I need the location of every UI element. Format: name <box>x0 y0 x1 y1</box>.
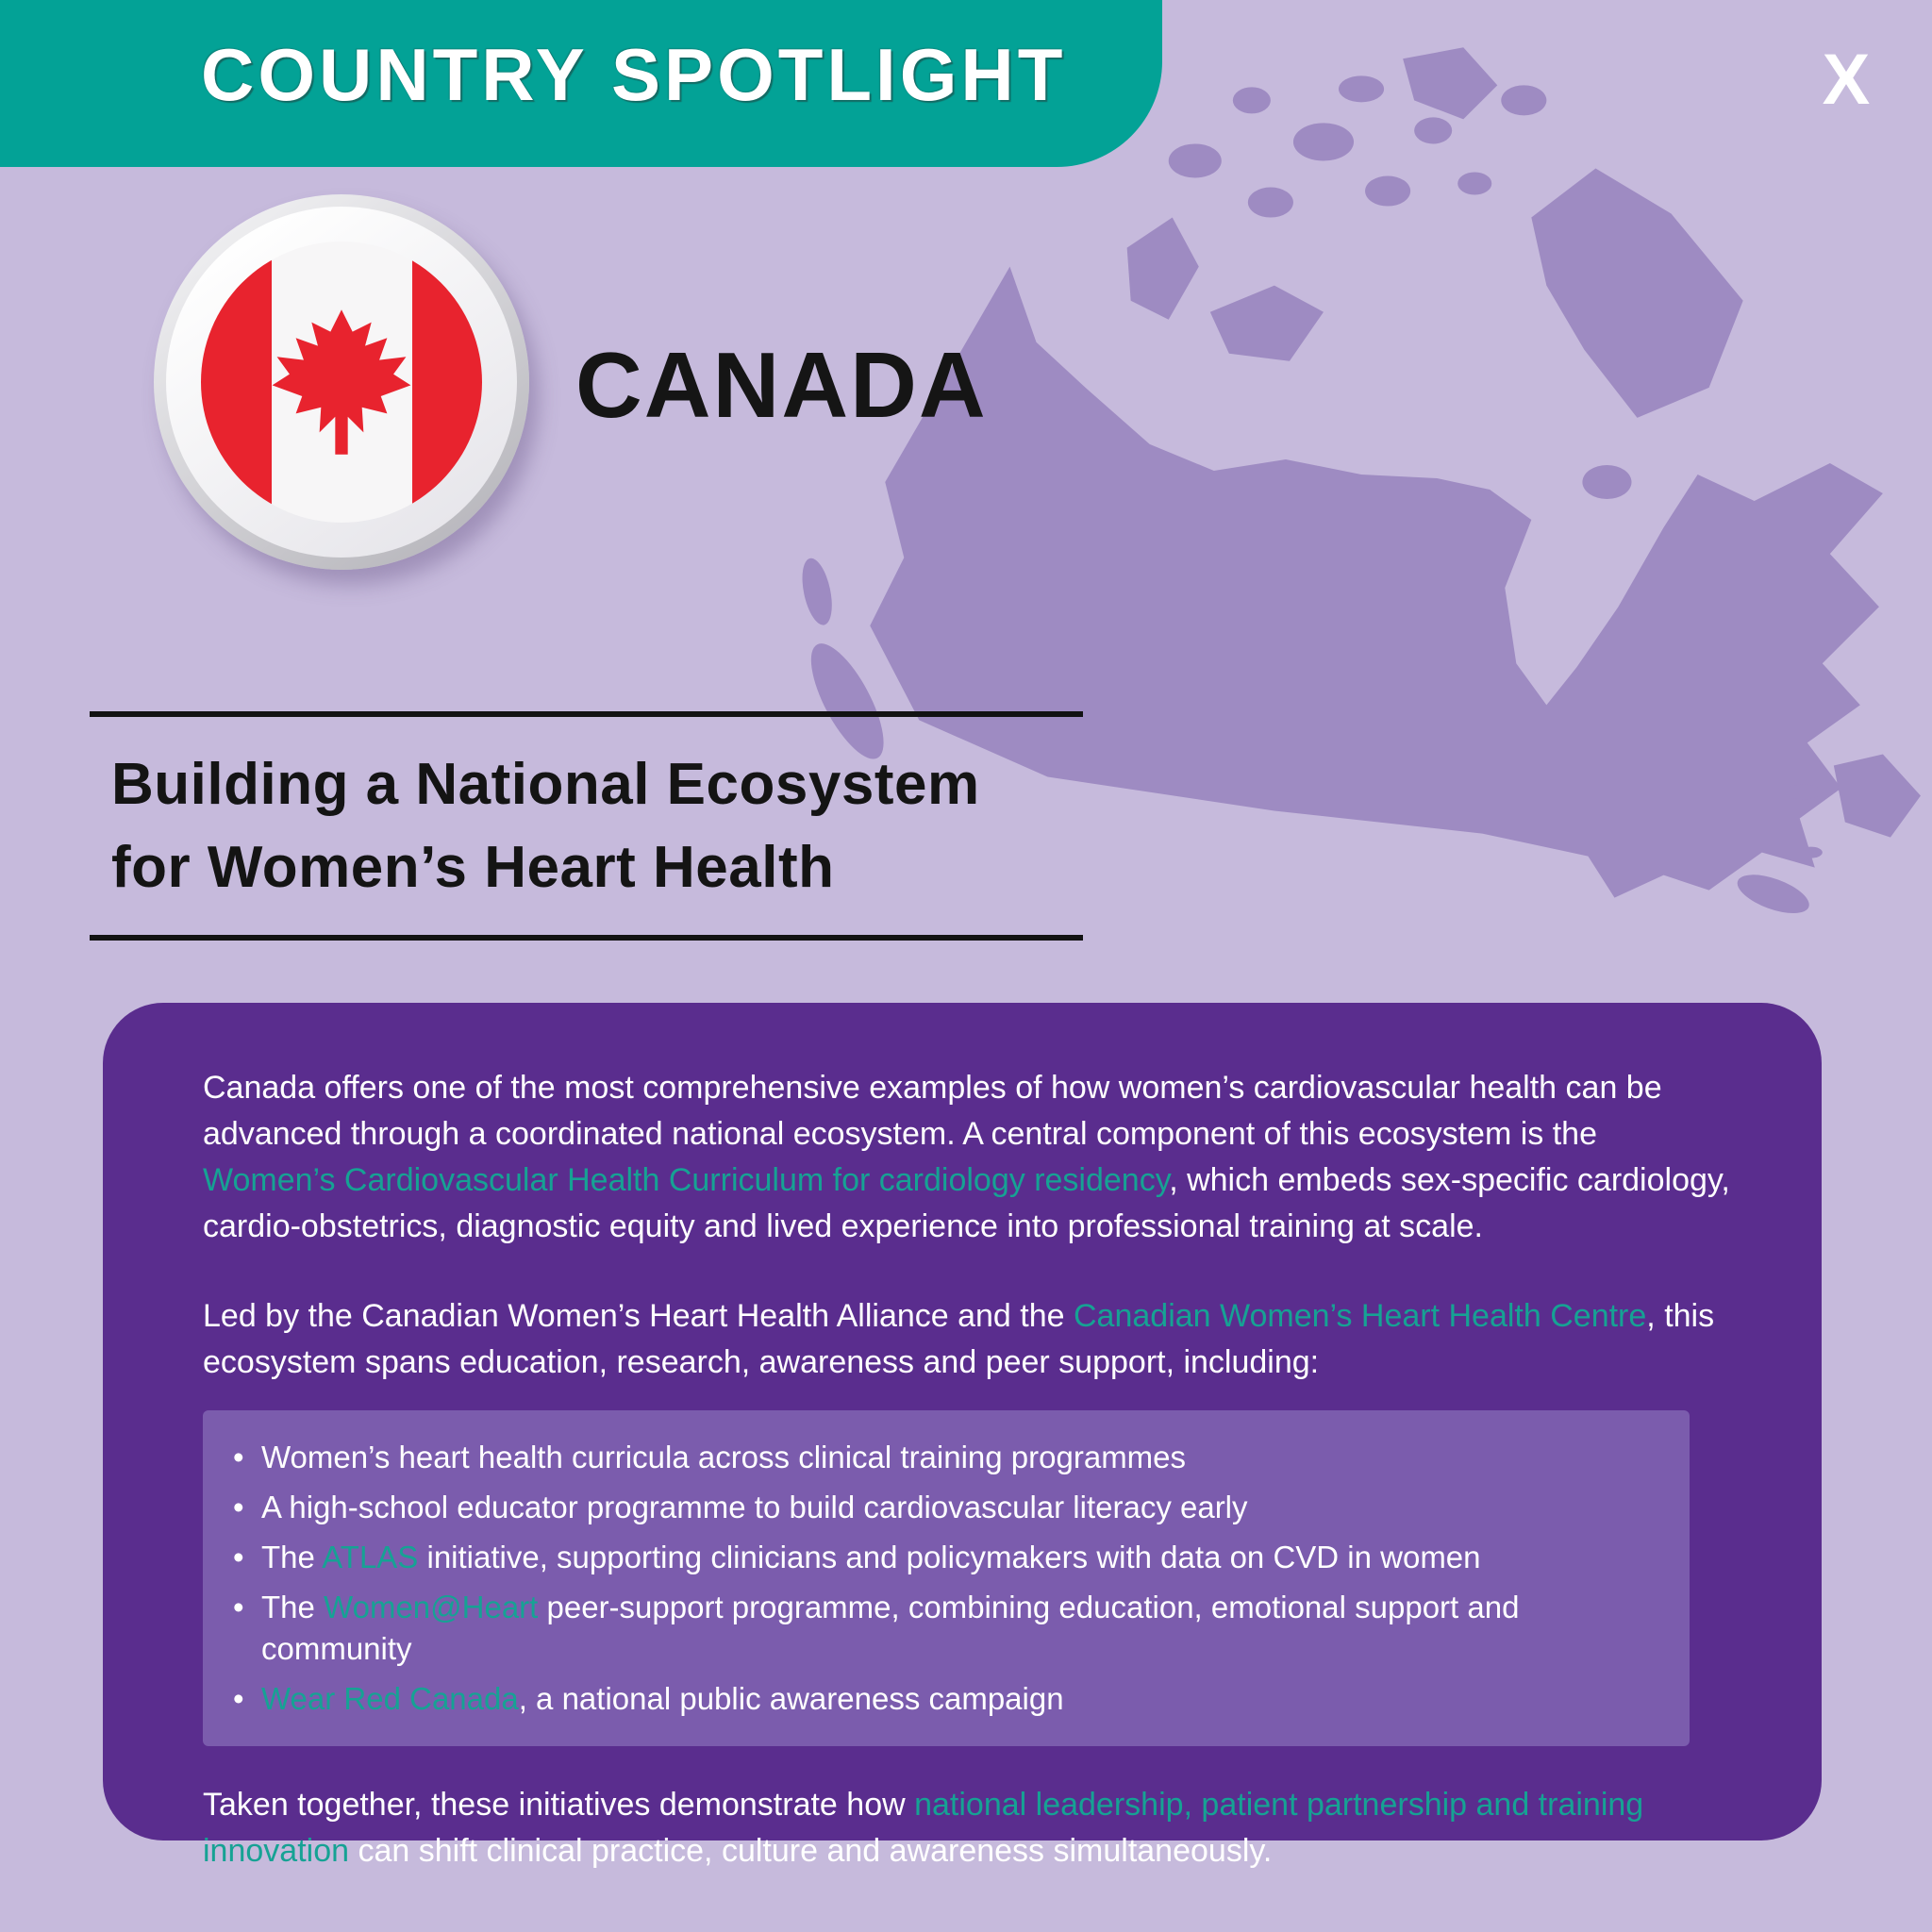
header-banner <box>0 0 1162 167</box>
text-segment: can shift clinical practice, culture and awareness simultaneously. <box>349 1833 1273 1869</box>
text-segment: Led by the Canadian Women’s Heart Health Alliance and the <box>203 1298 1074 1334</box>
text-segment: , this ecosystem spans education, research, awareness and peer support, including: <box>203 1298 1715 1380</box>
flag-red-band-right <box>412 242 483 523</box>
text-segment: The <box>261 1540 323 1574</box>
section-heading-line2: for Women’s Heart Health <box>111 835 835 900</box>
link-cwhh-centre[interactable]: Canadian Women’s Heart Health Centre <box>1074 1298 1647 1334</box>
text-segment: , which embeds sex-specific cardiology, cardio-obstetrics, diagnostic equity and lived experience into professional training at scale. <box>203 1162 1730 1244</box>
text-segment: A high-school educator programme to build cardiovascular literacy early <box>261 1490 1248 1524</box>
section-heading-line1: Building a National Ecosystem <box>111 752 980 817</box>
outro-paragraph <box>203 1782 1731 1874</box>
lead-paragraph <box>203 1293 1731 1386</box>
country-name: CANADA <box>575 333 988 437</box>
section-heading <box>111 743 980 909</box>
intro-paragraph <box>203 1065 1731 1250</box>
canada-flag-icon <box>154 194 529 570</box>
list-item <box>218 1487 1661 1528</box>
initiatives-list <box>218 1437 1661 1720</box>
divider-top <box>90 711 1083 717</box>
initiatives-list-box <box>203 1410 1690 1746</box>
text-segment: Canada offers one of the most comprehensive examples of how women’s cardiovascular health can be advanced through a coordinated national ecosystem. A central component of this ecosystem is the <box>203 1070 1662 1152</box>
link-women-at-heart[interactable]: Women@Heart <box>324 1590 539 1624</box>
list-item <box>218 1587 1661 1670</box>
flag-ring <box>166 207 517 558</box>
link-cardiology-curriculum[interactable]: Women’s Cardiovascular Health Curriculum for cardiology residency <box>203 1162 1170 1198</box>
link-atlas[interactable]: ATLAS <box>322 1540 419 1574</box>
flag-image <box>201 242 482 523</box>
text-segment: Women’s heart health curricula across clinical training programmes <box>261 1440 1187 1474</box>
list-item <box>218 1537 1661 1578</box>
maple-leaf-icon <box>263 304 421 461</box>
list-item <box>218 1437 1661 1478</box>
close-x-icon: X <box>1822 40 1871 120</box>
list-item <box>218 1678 1661 1720</box>
content-panel <box>103 1003 1822 1869</box>
divider-bottom <box>90 935 1083 941</box>
link-wear-red-canada[interactable]: Wear Red Canada <box>261 1681 519 1716</box>
flag-red-band-left <box>201 242 272 523</box>
text-segment: The <box>261 1590 325 1624</box>
page-title: COUNTRY SPOTLIGHT <box>201 33 1067 116</box>
text-segment: Taken together, these initiatives demonstrate how <box>203 1787 915 1823</box>
text-segment: , a national public awareness campaign <box>518 1681 1064 1716</box>
highlight-key-themes: national leadership, patient partnership and training innovation <box>203 1787 1644 1869</box>
text-segment: peer-support programme, combining education, emotional support and community <box>261 1590 1520 1666</box>
close-button[interactable] <box>1804 38 1889 123</box>
text-segment: initiative, supporting clinicians and policymakers with data on CVD in women <box>418 1540 1481 1574</box>
